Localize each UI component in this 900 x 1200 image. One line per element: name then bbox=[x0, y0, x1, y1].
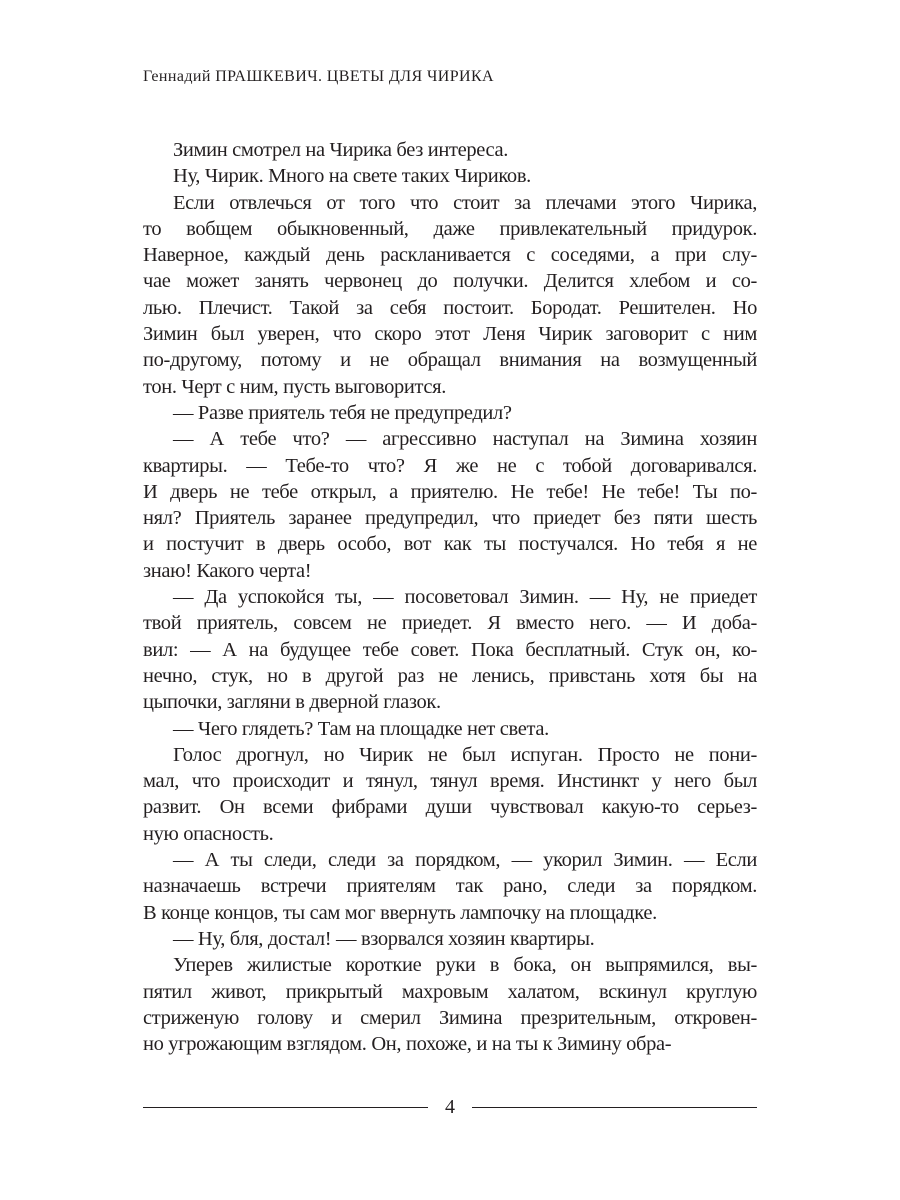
text-line: то вобщем обыкновенный, даже привлекательный придурок. bbox=[143, 217, 757, 240]
text-line: вил: — А на будущее тебе совет. Пока бесплатный. Стук он, ко- bbox=[143, 638, 757, 661]
paragraph bbox=[143, 742, 757, 847]
page-number: 4 bbox=[445, 1096, 455, 1118]
text-line: — А ты следи, следи за порядком, — укорил Зимин. — Если bbox=[173, 849, 757, 872]
text-line: В конце концов, ты сам мог ввернуть лампочку на площадке. bbox=[143, 901, 657, 924]
text-line: — Ну, бля, достал! — взорвался хозяин квартиры. bbox=[173, 927, 595, 950]
text-line: — Чего глядеть? Там на площадке нет света. bbox=[173, 717, 549, 740]
text-line: мал, что происходит и тянул, тянул время. Инстинкт у него был bbox=[143, 770, 757, 793]
text-line: квартиры. — Тебе-то что? Я же не с тобой договаривался. bbox=[143, 454, 757, 477]
paragraph bbox=[143, 926, 757, 952]
text-line: но угрожающим взглядом. Он, похоже, и на ты к Зимину обра- bbox=[143, 1033, 672, 1056]
text-line: знаю! Какого черта! bbox=[143, 559, 312, 582]
text-line: цыпочки, загляни в дверной глазок. bbox=[143, 691, 441, 714]
paragraph bbox=[143, 190, 757, 400]
text-line: Если отвлечься от того что стоит за плечами этого Чирика, bbox=[173, 191, 757, 214]
text-line: — А тебе что? — агрессивно наступал на Зимина хозяин bbox=[173, 428, 757, 451]
paragraph bbox=[143, 400, 757, 426]
paragraph bbox=[143, 952, 757, 1057]
paragraph bbox=[143, 163, 757, 189]
text-line: ную опасность. bbox=[143, 822, 274, 845]
text-line: Ну, Чирик. Много на свете таких Чириков. bbox=[173, 165, 531, 188]
body-text bbox=[143, 137, 757, 1057]
paragraph bbox=[143, 426, 757, 584]
running-head: Геннадий ПРАШКЕВИЧ. ЦВЕТЫ ДЛЯ ЧИРИКА bbox=[143, 68, 494, 85]
text-line: твой приятель, совсем не приедет. Я вместо него. — И доба- bbox=[143, 612, 757, 635]
text-line: по-другому, потому и не обращал внимания на возмущенный bbox=[143, 349, 757, 372]
text-line: нечно, стук, но в другой раз не ленись, привстань хотя бы на bbox=[143, 664, 757, 687]
text-line: Зимин был уверен, что скоро этот Леня Чирик заговорит с ним bbox=[143, 323, 757, 346]
text-line: Зимин смотрел на Чирика без интереса. bbox=[173, 139, 509, 161]
text-line: назначаешь встречи приятелям так рано, следи за порядком. bbox=[143, 875, 757, 898]
text-line: пятил живот, прикрытый махровым халатом, вскинул круглую bbox=[143, 980, 757, 1003]
text-line: и постучит в дверь особо, вот как ты постучался. Но тебя я не bbox=[143, 533, 757, 556]
paragraph bbox=[143, 137, 757, 163]
text-line: И дверь не тебе открыл, а приятелю. Не тебе! Не тебе! Ты по- bbox=[143, 480, 757, 503]
text-line: нял? Приятель заранее предупредил, что приедет без пяти шесть bbox=[143, 507, 757, 530]
paragraph bbox=[143, 847, 757, 926]
text-line: Наверное, каждый день раскланивается с соседями, а при слу- bbox=[143, 244, 757, 267]
text-line: — Да успокойся ты, — посоветовал Зимин. — Ну, не приедет bbox=[173, 586, 757, 609]
paragraph bbox=[143, 716, 757, 742]
text-line: тон. Черт с ним, пусть выговорится. bbox=[143, 375, 447, 398]
footer-rule-right bbox=[472, 1107, 757, 1108]
page-footer bbox=[143, 1094, 757, 1120]
text-line: лью. Плечист. Такой за себя постоит. Бородат. Решителен. Но bbox=[143, 296, 757, 319]
text-line: чае может занять червонец до получки. Делится хлебом и со- bbox=[143, 270, 757, 293]
text-line: Голос дрогнул, но Чирик не был испуган. Просто не пони- bbox=[173, 743, 757, 766]
text-line: развит. Он всеми фибрами души чувствовал какую-то серьез- bbox=[143, 796, 757, 819]
text-line: — Разве приятель тебя не предупредил? bbox=[173, 401, 512, 424]
text-line: стриженую голову и смерил Зимина презрительным, откровен- bbox=[143, 1006, 757, 1029]
paragraph bbox=[143, 584, 757, 715]
text-line: Уперев жилистые короткие руки в бока, он выпрямился, вы- bbox=[173, 954, 757, 977]
